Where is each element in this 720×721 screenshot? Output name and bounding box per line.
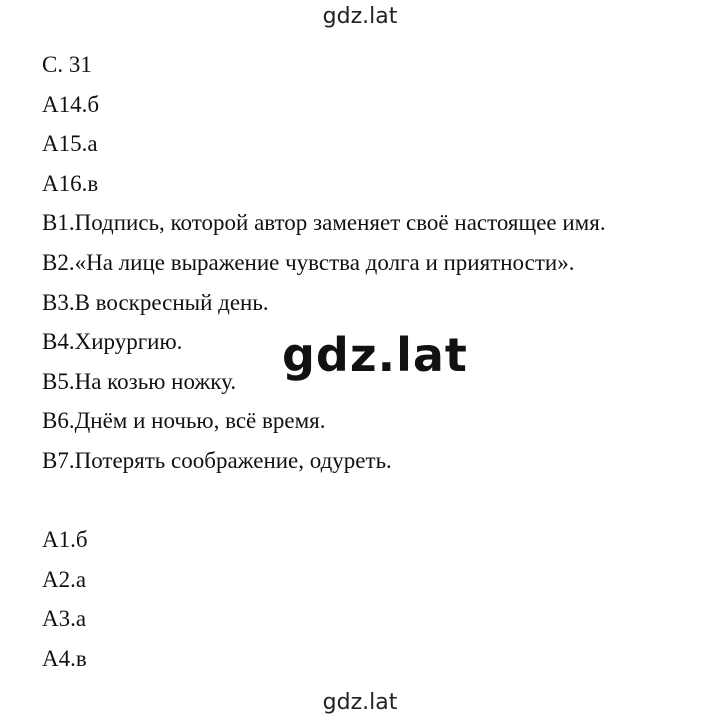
watermark-bottom: gdz.lat [322,690,398,715]
answer-line: А2.а [42,566,87,592]
answer-line: А4.в [42,645,87,671]
answer-line: А15.а [42,131,98,157]
answer-line: В2.«На лице выражение чувства долга и приятности». [42,249,575,275]
answer-line: А14.б [42,91,100,117]
answer-line: В1.Подпись, которой автор заменяет своё настоящее имя. [42,210,606,236]
answer-line: А1.б [42,527,88,553]
answer-line: В7.Потерять соображение, одуреть. [42,447,392,473]
watermark-center: gdz.lat [282,328,468,382]
watermark-top: gdz.lat [322,4,398,29]
answer-line: В3.В воскресный день. [42,289,269,315]
answer-line: А16.в [42,170,99,196]
answer-line: В5.На козью ножку. [42,368,237,394]
answer-line: В6.Днём и ночью, всё время. [42,408,326,434]
page-reference: С. 31 [42,52,92,77]
answer-line: А3.а [42,606,87,632]
answer-line: В4.Хирургию. [42,329,183,355]
blank-line [42,481,606,521]
